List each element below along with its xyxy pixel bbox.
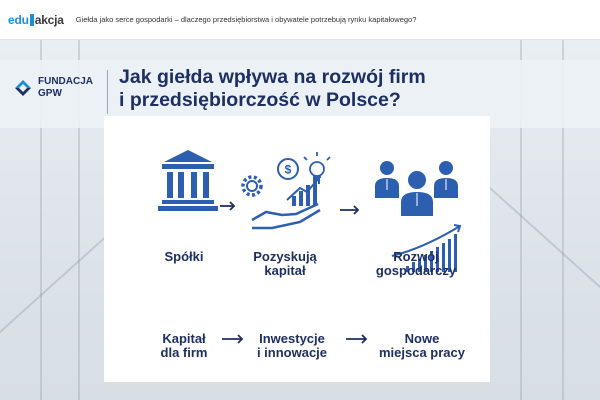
divider — [107, 70, 108, 114]
label-line: Nowe — [404, 331, 440, 346]
label-kapital-dla-firm — [134, 332, 234, 360]
label-line: dla firm — [160, 345, 208, 360]
label-spolki: Spółki — [164, 249, 204, 264]
label-line: miejsca pracy — [378, 345, 465, 360]
brand-name: FUNDACJA — [38, 76, 93, 87]
label-rozwoj-gospodarczy — [356, 250, 476, 278]
label-line: Kapitał — [162, 331, 206, 346]
label-line: Inwestycje — [259, 331, 325, 346]
top-bar — [0, 0, 600, 40]
gpw-logo-icon — [11, 76, 35, 100]
brand-sub: GPW — [38, 88, 62, 99]
label-line: i innowacje — [256, 345, 328, 360]
logo-bar-icon — [30, 14, 34, 26]
arrow-right-icon — [220, 202, 234, 210]
logo-text-edu: edu — [8, 12, 29, 27]
headline-line-1: Jak giełda wpływa na rozwój firm — [119, 66, 426, 88]
dollar-coin-icon — [278, 159, 298, 179]
arrow-right-icon — [346, 335, 366, 343]
label-inwestycje-i-innowacje — [236, 332, 348, 360]
label-line: Rozwój — [393, 249, 439, 264]
fundacja-gpw-logo — [11, 74, 101, 114]
label-nowe-miejsca-pracy — [366, 332, 478, 360]
headline-line-2: i przedsiębiorczość w Polsce? — [119, 89, 401, 111]
bank-building-icon — [158, 150, 218, 211]
svg-text:$: $ — [284, 162, 292, 177]
slide — [0, 40, 600, 400]
label-line: gospodarczy — [375, 263, 457, 278]
eduakcja-logo[interactable] — [8, 13, 64, 27]
lightbulb-icon — [304, 152, 330, 180]
logo-text-akcja: akcja — [34, 12, 64, 27]
label-line: kapitał — [264, 263, 306, 278]
gear-icon — [243, 177, 261, 195]
arrow-right-icon — [340, 206, 358, 214]
hand-icon — [252, 204, 320, 228]
page-title: Giełda jako serce gospodarki – dlaczego przedsiębiorstwa i obywatele potrzebują rynku kapitałowego? — [75, 15, 417, 24]
slide-headline — [119, 66, 579, 112]
infographic-card — [104, 116, 490, 382]
label-line: Pozyskują — [253, 249, 317, 264]
label-pozyskuja-kapital — [230, 250, 340, 278]
